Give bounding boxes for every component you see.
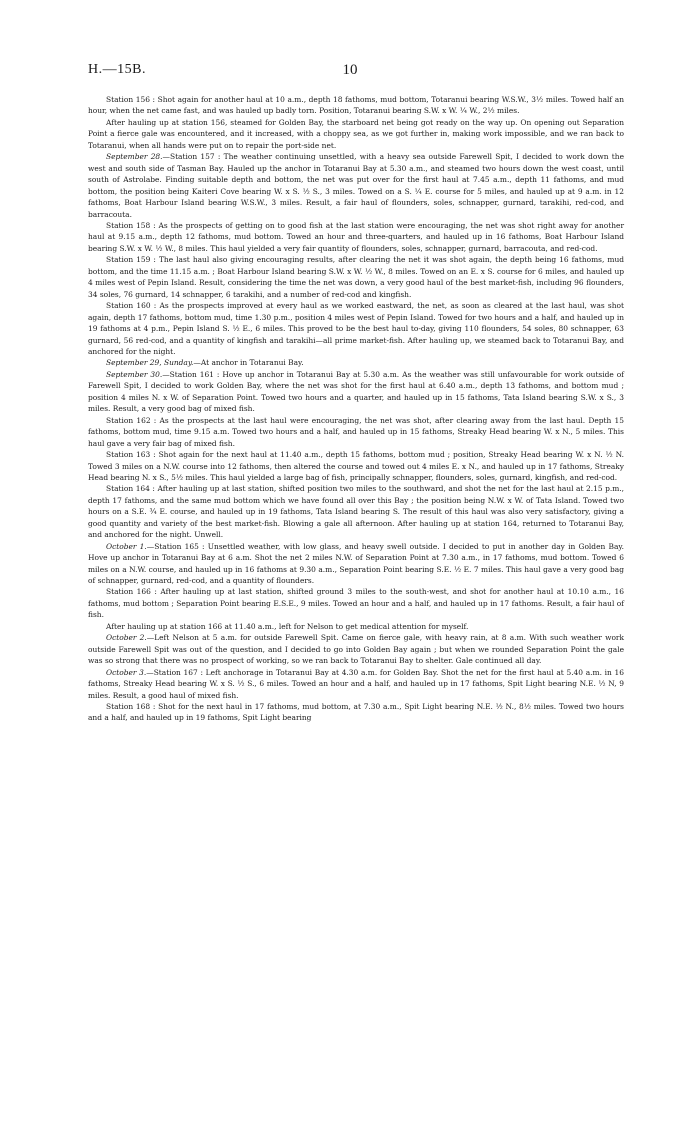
paragraph: [88, 632, 624, 666]
paragraph: [88, 254, 624, 300]
paragraph-text: —Station 165 : Unsettled weather, with low glass, and heavy swell outside. I decided to put in another day in Golden Bay. Hove up anchor in Totaranui Bay at 6 a.m. Shot the net 2 miles N.W. of Separation Point at 7.30 a.m., in 17 fathoms, mud bottom. Towed 6 miles on a N.W. course, and hauled up in 16 fathoms at 9.30 a.m., Separation Point bearing S.E. ½ E. 7 miles. This haul gave a very good bag of schnapper, gurnard, red-cod, and a quantity of flounders.: [88, 541, 624, 586]
paragraph: [88, 541, 624, 587]
paragraph-text: —Left Nelson at 5 a.m. for outside Farewell Spit. Came on fierce gale, with heavy rain, at 8 a.m. With such weather work outside Farewell Spit was out of the question, and I decided to go into Golden Bay again ; but when we rounded Separation Point the gale was so strong that there was no prospect of working, so we ran back to Totaranui Bay to shelter. Gale continued all day.: [88, 633, 624, 666]
paragraph-text: Station 158 : As the prospects of getting on to good fish at the last station were encouraging, the net was shot right away for another haul at 9.15 a.m., depth 12 fathoms, mud bottom. Towed an hour and three-quarters, and hauled up in 16 fathoms, Boat Harbour Island bearing S.W. x W. ½ W., 8 miles. This haul yielded a very fair quantity of flounders, soles, schnapper, gurnard, barracouta, and red-cod.: [88, 220, 624, 253]
paragraph-date-lead: September 29, Sunday.: [106, 358, 194, 368]
page-number: 10: [342, 62, 358, 78]
paragraph-text: Station 163 : Shot again for the next haul at 11.40 a.m., depth 15 fathoms, bottom mud ; position, Streaky Head bearing W. x N. ½ N. Towed 3 miles on a N.W. course into 12 fathoms, then altered the course and towed out 4 miles E. x N., and hauled up in 17 fathoms, Streaky Head bearing N. x S., 5½ miles. This haul yielded a large bag of fish, principally schnapper, flounders, soles, gurnard, kingfish, and red-cod.: [88, 450, 624, 482]
paragraph: [88, 667, 624, 701]
paragraph-date-lead: October 1.: [106, 541, 147, 551]
paragraph: [88, 300, 624, 357]
paragraph-text: Station 159 : The last haul also giving encouraging results, after clearing the net it was shot again, the depth being 16 fathoms, mud bottom, and the time 11.15 a.m. ; Boat Harbour Island bearing S.W. x W. ½ W., 8 miles. Towed on an E. x S. course for 6 miles, and hauled up 4 miles west of Pepin Island. Result, considering the time the net was down, a very good haul of the best market-fish, including 96 flounders, 34 soles, 76 gurnard, 14 schnapper, 6 tarakihi, and a number of red-cod and kingfish.: [88, 255, 624, 299]
paragraph-text: Station 166 : After hauling up at last station, shifted ground 3 miles to the south-west, and shot for another haul at 10.10 a.m., 16 fathoms, mud bottom ; Separation Point bearing E.S.E., 9 miles. Towed an hour and a half, and hauled up in 17 fathoms. Result, a fair haul of fish.: [88, 587, 624, 620]
paragraph-date-lead: September 30.: [106, 369, 163, 379]
paragraph: [88, 220, 624, 254]
paragraph: [88, 369, 624, 415]
paragraph-text: Station 156 : Shot again for another haul at 10 a.m., depth 18 fathoms, mud bottom, Totaranui bearing W.S.W., 3½ miles. Towed half an hour, when the net came fast, and was hauled up badly torn. Position, Totaranui bearing S.W. x W. ¼ W., 2½ miles.: [88, 95, 624, 116]
paragraph: [88, 449, 624, 483]
paragraph: [88, 483, 624, 540]
paragraph: [88, 701, 624, 724]
paragraph: [88, 357, 624, 368]
paragraph-text: Station 168 : Shot for the next haul in 17 fathoms, mud bottom, at 7.30 a.m., Spit Light bearing N.E. ½ N., 8½ miles. Towed two hours and a half, and hauled up in 19 fathoms, Spit Light bearing: [88, 702, 624, 723]
paragraph-date-lead: October 2.: [106, 633, 147, 643]
paragraph-text: —Station 167 : Left anchorage in Totaranui Bay at 4.30 a.m. for Golden Bay. Shot the net for the first haul at 5.40 a.m. in 16 fathoms, Streaky Head bearing W. x S. ½ S., 6 miles. Towed an hour and a half, and hauled up in 17 fathoms, Spit Light bearing N.E. ½ N, 9 miles. Result, a good haul of mixed fish.: [88, 667, 624, 700]
paragraph: [88, 117, 624, 151]
paragraph-text: —Station 161 : Hove up anchor in Totaranui Bay at 5.30 a.m. As the weather was still unfavourable for work outside of Farewell Spit, I decided to work Golden Bay, where the net was shot for the first haul at 6.40 a.m., depth 13 fathoms, and bottom mud ; position 4 miles N. x W. of Separation Point. Towed two hours and a quarter, and hauled up in 15 fathoms, Tata Island bearing S.W. x S., 3 miles. Result, a very good bag of mixed fish.: [88, 369, 624, 414]
paragraph: [88, 151, 624, 220]
paragraph-date-lead: September 28.: [106, 152, 163, 162]
paragraph: [88, 621, 624, 632]
document-reference: H.—15B.: [88, 62, 146, 77]
paragraph-date-lead: October 3.: [106, 667, 147, 677]
paragraph-text: After hauling up at station 156, steamed for Golden Bay, the starboard net being got ready on the way up. On opening out Separation Point a fierce gale was encountered, and it increased, with a choppy sea, as we got further in, making work impossible, and we ran back to Totaranui, when all hands were put on to repair the port-side net.: [88, 117, 624, 150]
body-text: [88, 94, 624, 724]
paragraph-text: —Station 157 : The weather continuing unsettled, with a heavy sea outside Farewell Spit, I decided to work down the west and south side of Tasman Bay. Hauled up the anchor in Totaranui Bay at 5.30 a.m., and steamed two hours down the west coast, until south of Astrolabe. Finding suitable depth and bottom, the net was put over for the first haul at 7.45 a.m., depth 11 fathoms, and mud bottom, the position being Kaiteri Cove bearing W. x S. ½ S., 3 miles. Towed on a S. ¼ E. course for 5 miles, and hauled up at 9 a.m. in 12 fathoms, Boat Harbour Island bearing W.S.W., 3 miles. Result, a fair haul of flounders, soles, schnapper, gurnard, tarakihi, red-cod, and barracouta.: [88, 152, 624, 219]
paragraph-text: Station 164 : After hauling up at last station, shifted position two miles to the southward, and shot the net for the last haul at 2.15 p.m., depth 17 fathoms, and the same mud bottom which we have found all over this Bay ; the position being N.W. x W. of Tata Island. Towed two hours on a S.E. ¾ E. course, and hauled up in 19 fathoms, Tata Island bearing S. The result of this haul was also very satisfactory, giving a good quantity and variety of the best market-fish. Blowing a gale all afternoon. After hauling up at station 164, returned to Totaranui Bay, and anchored for the night. Unwell.: [88, 484, 624, 540]
paragraph-text: After hauling up at station 166 at 11.40 a.m., left for Nelson to get medical attention for myself.: [106, 621, 469, 631]
paragraph-text: —At anchor in Totaranui Bay.: [193, 358, 304, 368]
paragraph-text: Station 160 : As the prospects improved at every haul as we worked eastward, the net, as soon as cleared at the last haul, was shot again, depth 17 fathoms, bottom mud, time 1.30 p.m., position 4 miles west of Pepin Island. Towed for two hours and a half, and hauled up in 19 fathoms at 4 p.m., Pepin Island S. ½ E., 6 miles. This proved to be the best haul to-day, giving 110 flounders, 54 soles, 80 schnapper, 63 gurnard, 56 red-cod, and a quantity of kingfish and tarakihi—all prime market-fish. After hauling up, we steamed back to Totaranui Bay, and anchored for the night.: [88, 301, 624, 356]
paragraph-text: Station 162 : As the prospects at the last haul were encouraging, the net was shot, after clearing away from the last haul. Depth 15 fathoms, bottom mud, time 9.15 a.m. Towed two hours and a half, and hauled up in 15 fathoms, Streaky Head bearing W. x N., 5 miles. This haul gave a very fair bag of mixed fish.: [88, 415, 624, 448]
paragraph: [88, 415, 624, 449]
paragraph: [88, 94, 624, 117]
paragraph: [88, 586, 624, 620]
